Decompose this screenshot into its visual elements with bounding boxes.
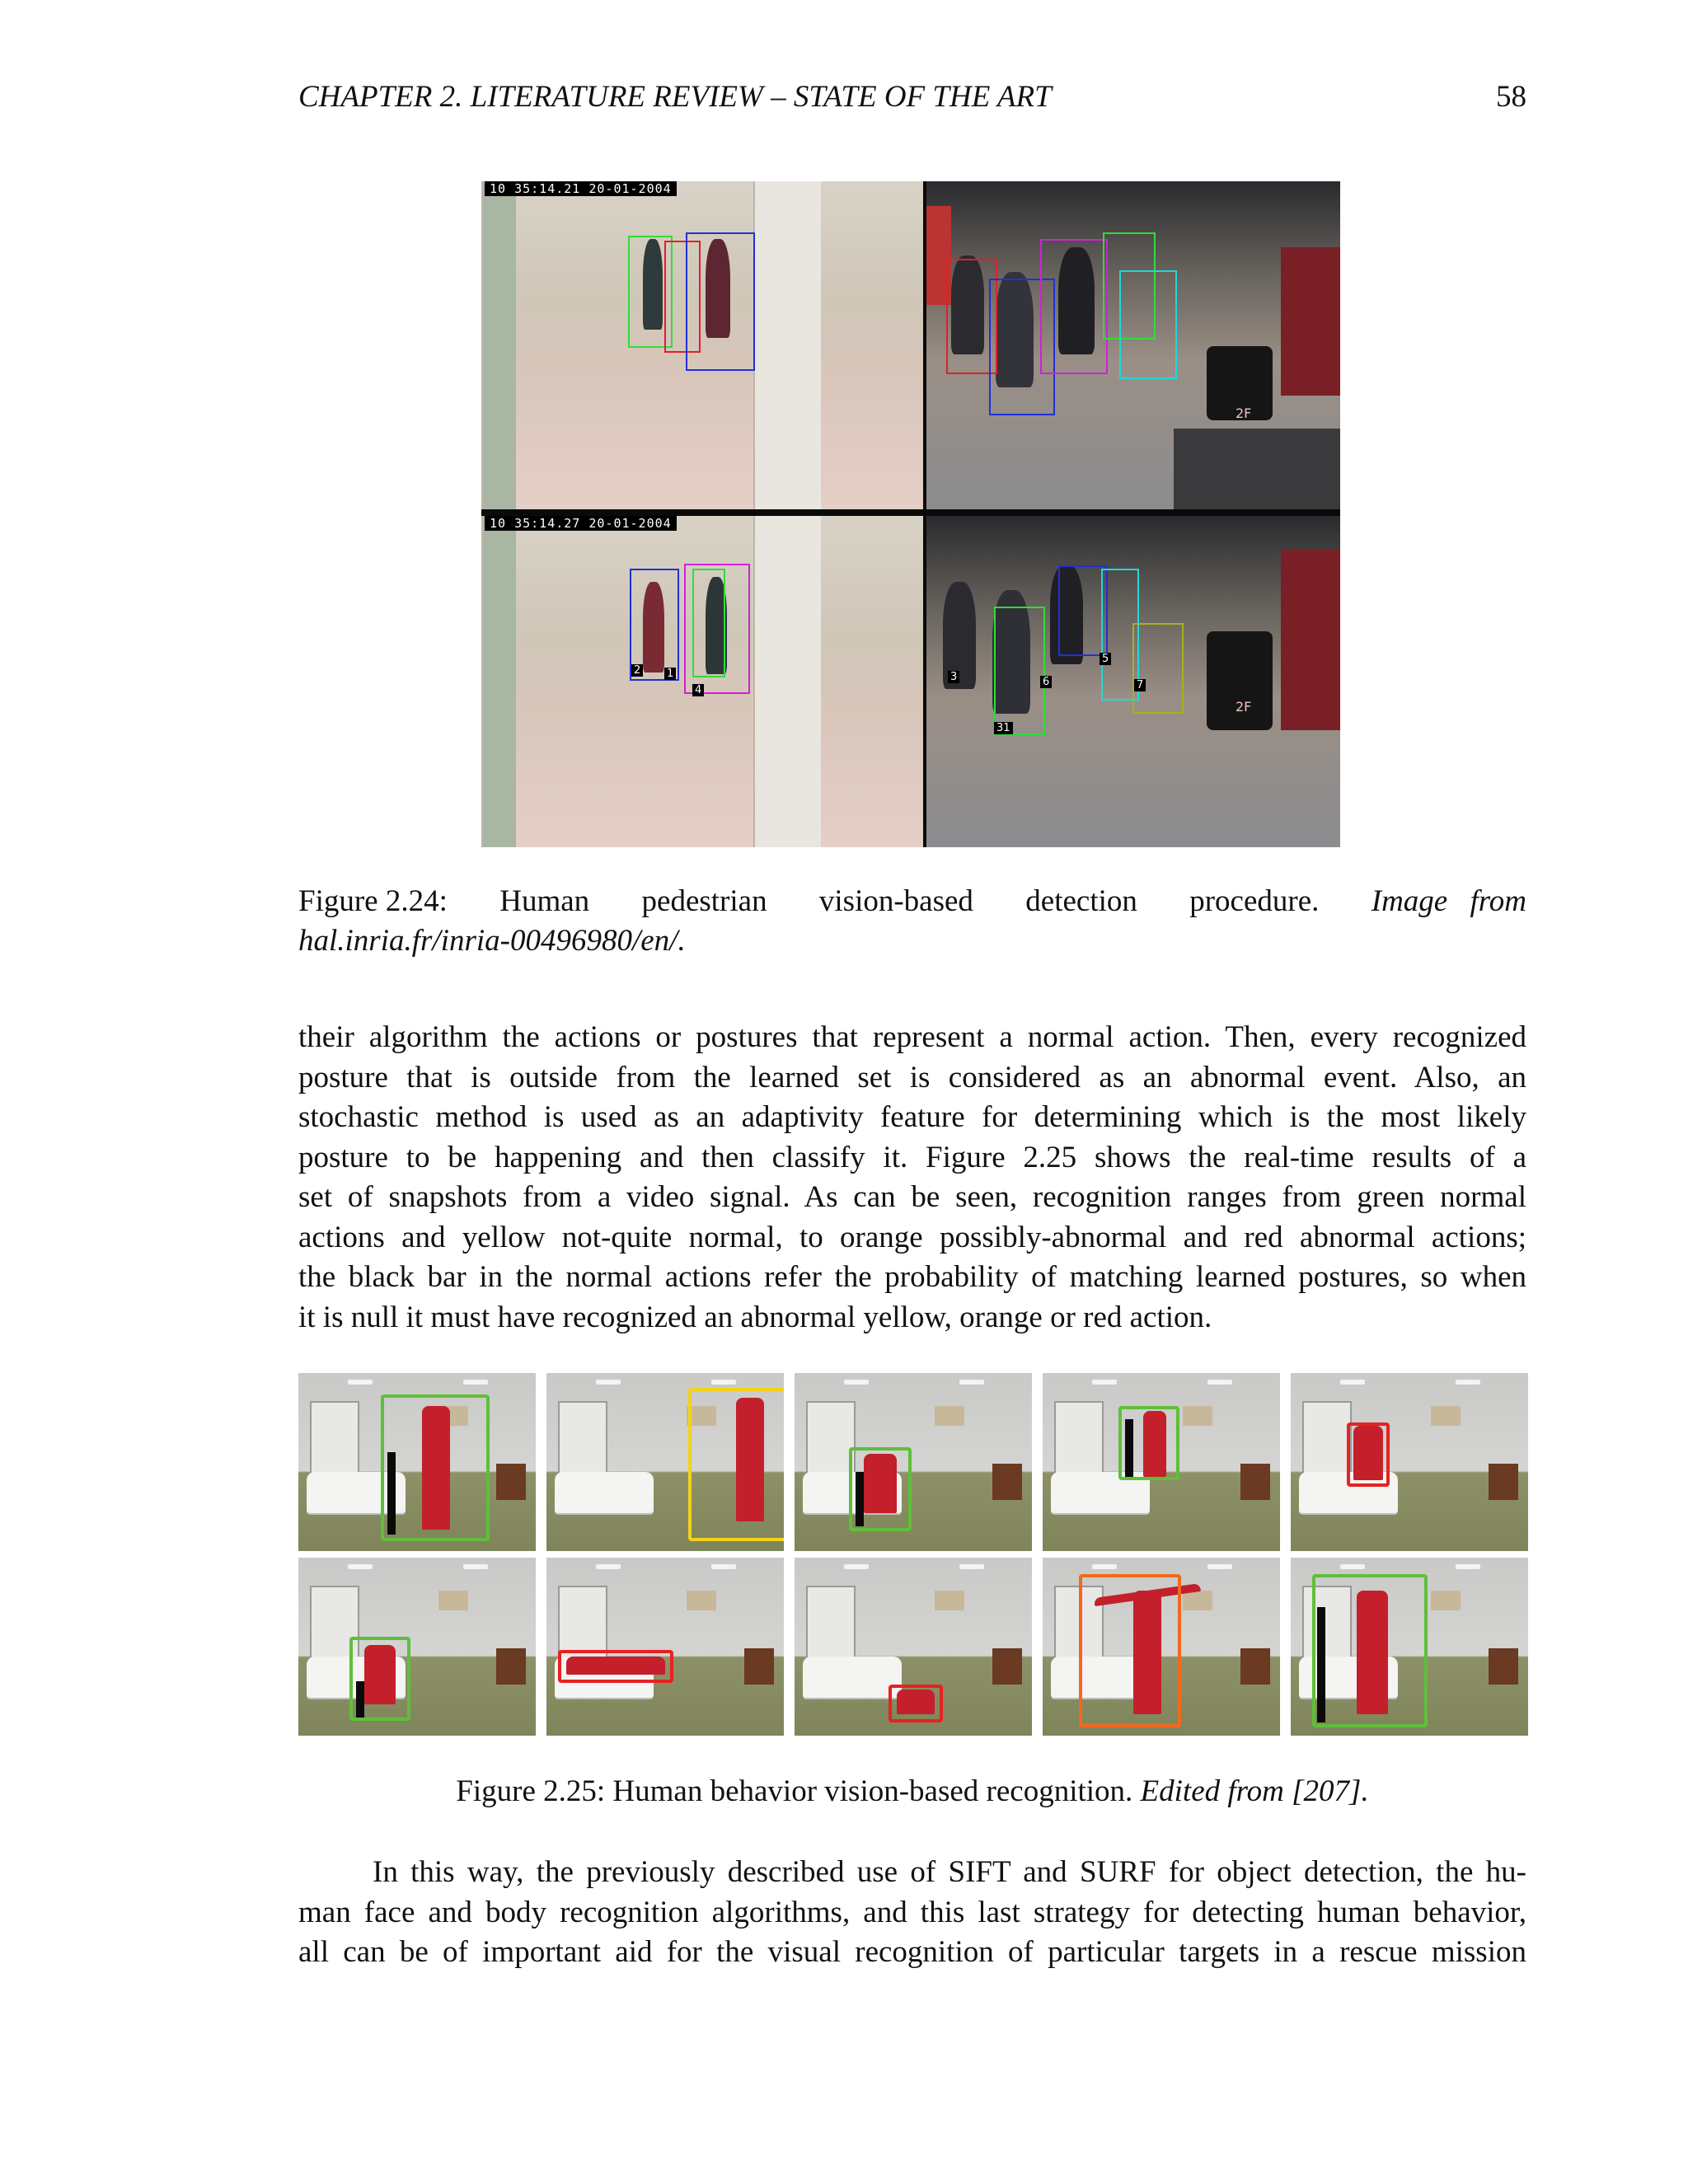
body-paragraph-1 [298, 1018, 1526, 1338]
store-frame-top [926, 181, 1340, 509]
store-sign: 2F [1236, 405, 1252, 421]
store-frame-bottom [926, 516, 1340, 847]
corridor-frame-bottom [481, 516, 923, 847]
chapter-title: CHAPTER 2. LITERATURE REVIEW – STATE OF THE ART [298, 80, 1052, 114]
snapshot-frame [1043, 1558, 1280, 1736]
caption-word: detection [1025, 884, 1137, 918]
snapshot-frame [546, 1373, 784, 1551]
snapshot-frame [298, 1373, 536, 1551]
running-header [298, 79, 1526, 125]
page-number: 58 [1496, 80, 1526, 114]
track-id: 3 [948, 671, 959, 683]
figure-2-25-caption [298, 1772, 1526, 1811]
track-id: 4 [692, 684, 704, 696]
track-id: 2 [631, 664, 643, 677]
figure-2-24-image [481, 181, 1340, 847]
snapshot-frame [298, 1558, 536, 1736]
snapshot-frame [1291, 1558, 1528, 1736]
figure-2-25-image [298, 1373, 1526, 1736]
caption-word: pedestrian [641, 884, 767, 918]
text-line: posture that is outside from the learned set is considered as an abnormal event. Also, an [298, 1060, 1526, 1094]
text-line: posture to be happening and then classify it. Figure 2.25 shows the real-time results of a [298, 1140, 1526, 1174]
snapshot-frame [1043, 1373, 1280, 1551]
track-id: 7 [1134, 679, 1146, 691]
track-id: 31 [994, 722, 1013, 734]
caption-word: vision-based [818, 884, 973, 918]
text-line: their algorithm the actions or postures that represent a normal action. Then, every recognized [298, 1020, 1526, 1054]
timestamp: 10 35:14.21 20-01-2004 [485, 181, 677, 196]
text-line: set of snapshots from a video signal. As can be seen, recognition ranges from green normal [298, 1180, 1526, 1214]
snapshot-frame [795, 1373, 1032, 1551]
timestamp: 10 35:14.27 20-01-2004 [485, 516, 677, 531]
body-paragraph-2 [298, 1853, 1526, 1973]
text-line: all can be of important aid for the visual recognition of particular targets in a rescue mission [298, 1935, 1526, 1969]
track-id: 5 [1100, 653, 1111, 665]
text-line: man face and body recognition algorithms, and this last strategy for detecting human behavior, [298, 1895, 1526, 1929]
text-line: it is null it must have recognized an abnormal yellow, orange or red action. [298, 1300, 1212, 1334]
snapshot-frame [1291, 1373, 1528, 1551]
caption-source: Image from [1371, 884, 1526, 918]
caption-main: Figure 2.25: Human behavior vision-based recognition. [456, 1774, 1141, 1808]
track-id: 6 [1040, 676, 1052, 688]
snapshot-frame [795, 1558, 1032, 1736]
caption-label: Figure 2.24: [298, 884, 448, 918]
corridor-frame-top [481, 181, 923, 509]
snapshot-frame [546, 1558, 784, 1736]
caption-source-url: hal.inria.fr/inria-00496980/en/. [298, 924, 686, 958]
figure-2-24-caption [298, 882, 1526, 961]
text-line: the black bar in the normal actions refer the probability of matching learned postures, so when [298, 1260, 1526, 1294]
track-id: 1 [664, 668, 676, 680]
text-line: actions and yellow not-quite normal, to orange possibly-abnormal and red abnormal actions; [298, 1220, 1526, 1254]
text-line: In this way, the previously described use of SIFT and SURF for object detection, the hu- [373, 1855, 1526, 1889]
text-line: stochastic method is used as an adaptivity feature for determining which is the most likely [298, 1100, 1526, 1134]
caption-word: Human [499, 884, 590, 918]
caption-word: procedure. [1189, 884, 1320, 918]
caption-source: Edited from [207]. [1140, 1774, 1369, 1808]
store-sign: 2F [1236, 699, 1252, 715]
